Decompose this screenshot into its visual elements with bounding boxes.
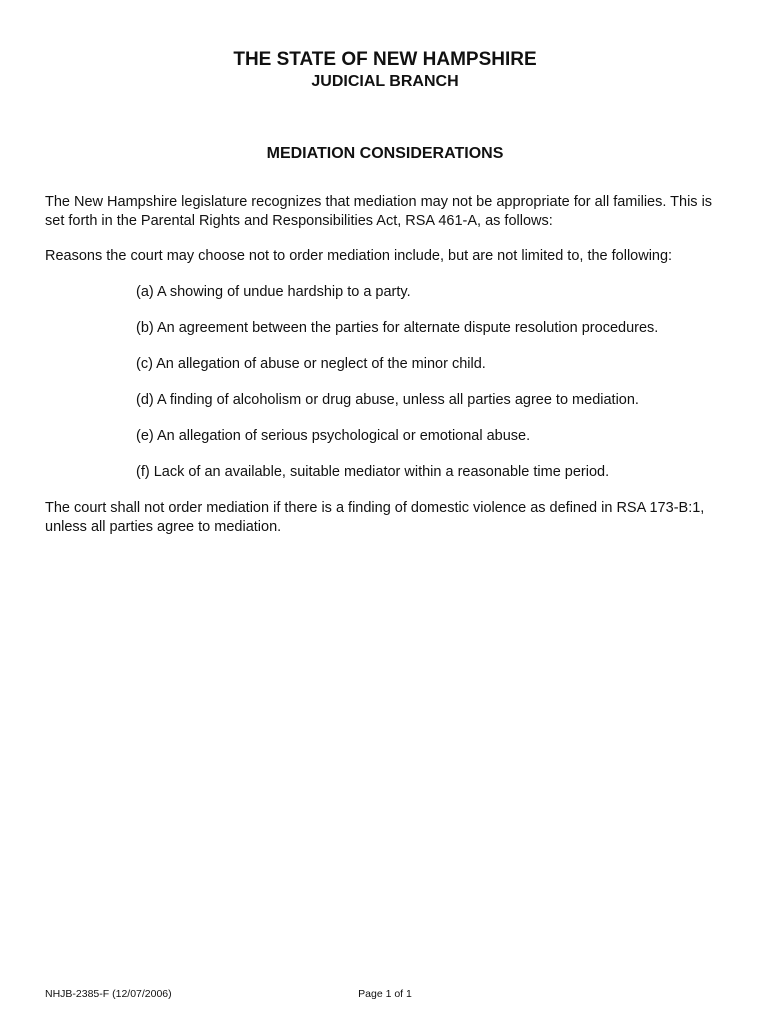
form-id: NHJB-2385-F (12/07/2006) xyxy=(45,988,172,1000)
page-number: Page 1 of 1 xyxy=(358,988,412,1000)
intro-paragraph: The New Hampshire legislature recognizes that mediation may not be appropriate for all families. This is set forth in the Parental Rights and Responsibilities Act, RSA 461-A, as follows: xyxy=(45,194,713,229)
section-heading: MEDIATION CONSIDERATIONS xyxy=(266,145,504,162)
reasons-list xyxy=(136,283,736,499)
document-subtitle: JUDICIAL BRANCH xyxy=(311,73,459,90)
list-item: (d) A finding of alcoholism or drug abuse, unless all parties agree to mediation. xyxy=(136,392,639,408)
list-item: (e) An allegation of serious psychological or emotional abuse. xyxy=(136,428,531,444)
document-title: THE STATE OF NEW HAMPSHIRE xyxy=(233,49,537,70)
closing-paragraph: The court shall not order mediation if there is a finding of domestic violence as defined in RSA 173-B:1, unless all parties agree to mediation. xyxy=(45,500,705,535)
reasons-intro-paragraph: Reasons the court may choose not to order mediation include, but are not limited to, the following: xyxy=(45,248,673,264)
list-item: (a) A showing of undue hardship to a party. xyxy=(136,284,411,300)
list-item: (b) An agreement between the parties for alternate dispute resolution procedures. xyxy=(136,320,659,336)
list-item: (f) Lack of an available, suitable mediator within a reasonable time period. xyxy=(136,464,610,480)
list-item: (c) An allegation of abuse or neglect of the minor child. xyxy=(136,356,486,372)
